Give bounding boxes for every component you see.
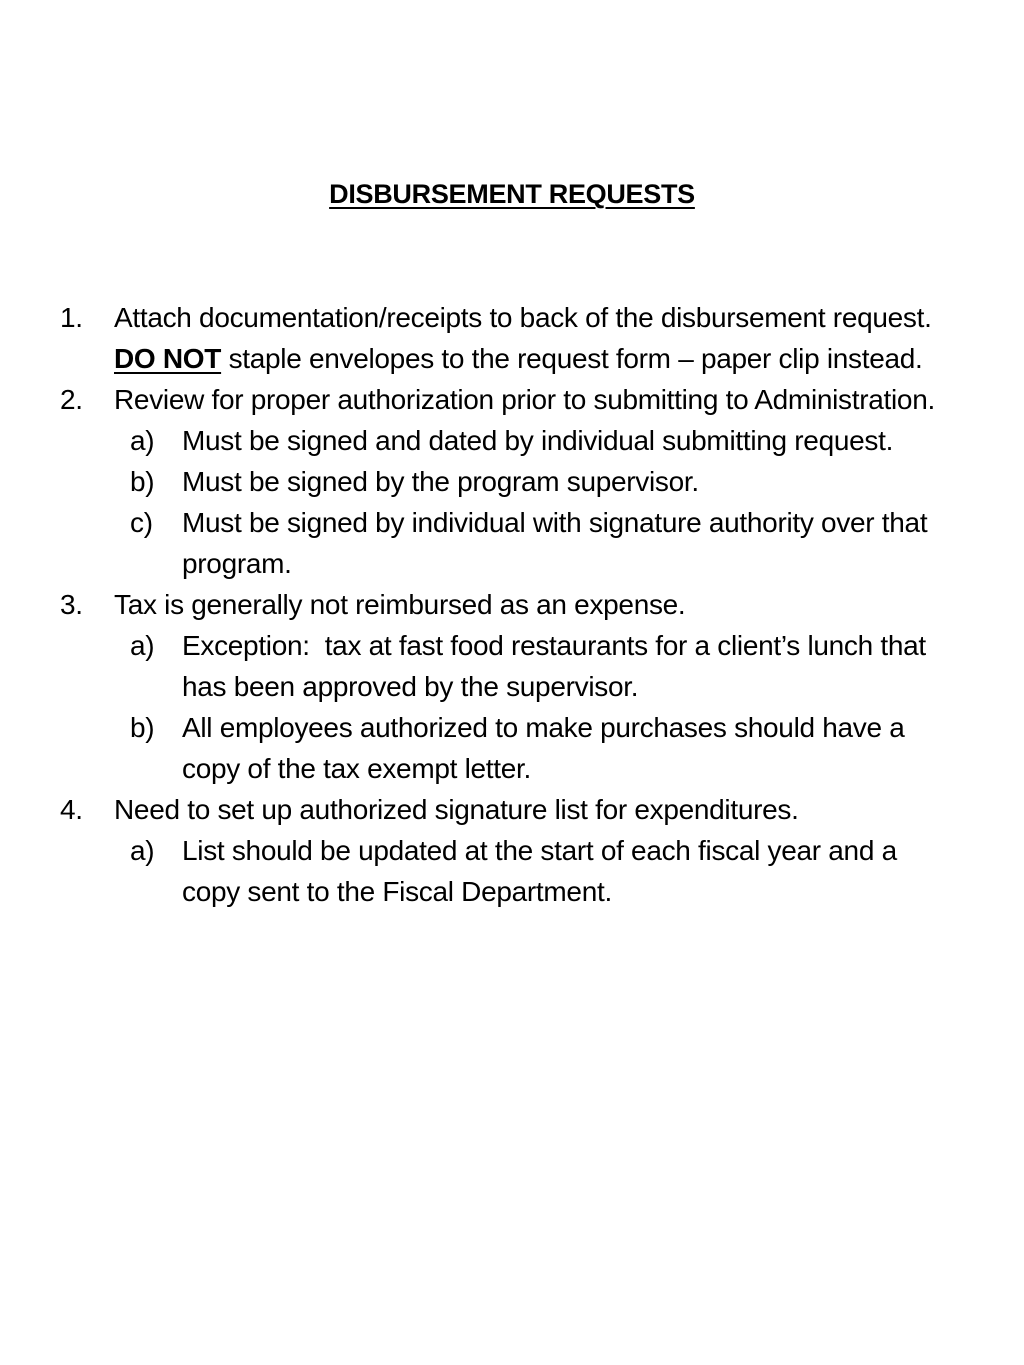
sub-item-text: Must be signed and dated by individual submitting request. <box>182 425 894 456</box>
list-item-2 <box>0 379 964 420</box>
sub-item-text: All employees authorized to make purchases should have a copy of the tax exempt letter. <box>182 712 905 784</box>
sub-item-text: Exception: tax at fast food restaurants for a client’s lunch that has been approved by the supervisor. <box>182 630 934 702</box>
sub-item-3b <box>0 707 952 789</box>
sub-item-text: Must be signed by the program supervisor. <box>182 466 699 497</box>
sub-item-2b <box>0 461 952 502</box>
list-item-4 <box>0 789 964 830</box>
sub-item-letter: a) <box>130 425 155 456</box>
do-not-emphasis: DO NOT <box>114 343 222 374</box>
sub-item-letter: b) <box>130 466 155 497</box>
list-item-1 <box>0 297 964 379</box>
page-title <box>0 176 1024 212</box>
list-item-number: 1. <box>60 302 83 333</box>
sub-item-text: Must be signed by individual with signature authority over that program. <box>182 507 928 579</box>
list-item-number: 2. <box>60 384 83 415</box>
sub-item-letter: c) <box>130 507 153 538</box>
list-item-number: 4. <box>60 794 83 825</box>
sub-item-4a <box>0 830 952 912</box>
list-item-text: Review for proper authorization prior to submitting to Administration. <box>114 384 935 415</box>
list-item-text-end: staple envelopes to the request form – paper clip instead. <box>221 343 923 374</box>
sub-item-text: List should be updated at the start of each fiscal year and a copy sent to the Fiscal Department. <box>182 835 897 907</box>
list-item-text-start: Attach documentation/receipts to back of the disbursement request. <box>114 302 947 333</box>
numbered-list <box>0 297 1024 912</box>
page-title-text: DISBURSEMENT REQUESTS <box>329 179 695 209</box>
sub-item-letter: a) <box>130 630 155 661</box>
list-item-3 <box>0 584 964 625</box>
sub-item-2a <box>0 420 952 461</box>
sub-item-letter: a) <box>130 835 155 866</box>
sub-item-2c <box>0 502 952 584</box>
sub-item-letter: b) <box>130 712 155 743</box>
list-item-text: Need to set up authorized signature list for expenditures. <box>114 794 799 825</box>
list-item-text: Tax is generally not reimbursed as an expense. <box>114 589 686 620</box>
list-item-number: 3. <box>60 589 83 620</box>
sub-item-3a <box>0 625 952 707</box>
